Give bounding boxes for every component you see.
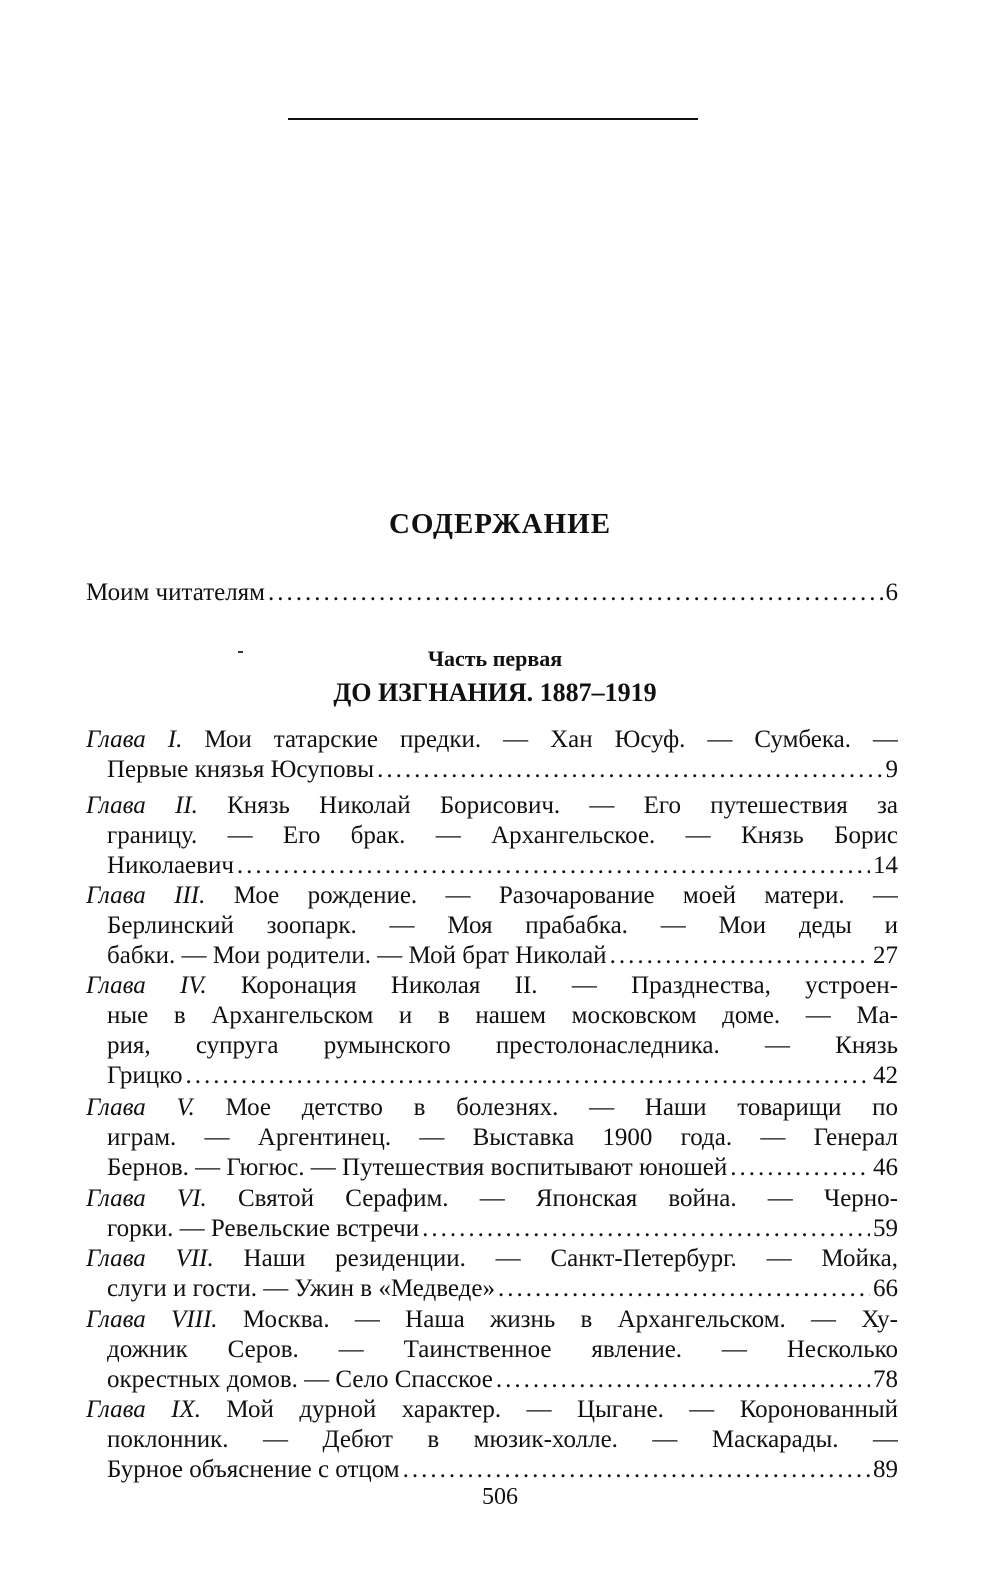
- toc-chapter-9-last: [107, 1454, 898, 1486]
- chapter-text: горки. — Ревельские встречи: [107, 1215, 420, 1242]
- chapter-text: Мое детство в болезнях. — Наши товарищи по: [194, 1094, 898, 1121]
- toc-chapter-4-line-2: ные в Архангельском и в нашем московском доме. — Ма-: [107, 1002, 898, 1029]
- chapter-text: Грицко: [107, 1062, 183, 1089]
- toc-chapter-7-last: [107, 1273, 898, 1305]
- toc-chapter-9-line-2: поклонник. — Дебют в мюзик-холле. — Маскарады. —: [107, 1426, 898, 1453]
- chapter-heading: Глава III.: [86, 882, 206, 909]
- chapter-text: Мой дурной характер. — Цыгане. — Коронованный: [201, 1396, 898, 1423]
- toc-chapter-6-last: [107, 1213, 898, 1245]
- toc-chapter-3-line-2: Берлинский зоопарк. — Моя прабабка. — Мои деды и: [107, 912, 898, 939]
- chapter-heading: Глава V.: [86, 1094, 195, 1121]
- toc-entry-page: 46: [873, 1154, 898, 1181]
- chapter-text: Москва. — Наша жизнь в Архангельском. — Ху-: [217, 1306, 898, 1333]
- chapter-text: Мое рождение. — Разочарование моей матери. —: [205, 882, 898, 909]
- chapter-text: слуги и гости. — Ужин в «Медведе»: [107, 1275, 495, 1302]
- dot-leader: [186, 1060, 870, 1092]
- toc-entry-page: 59: [873, 1215, 898, 1242]
- dot-leader: [422, 1213, 870, 1245]
- toc-entry-page: 66: [873, 1275, 898, 1302]
- toc-entry-page: 27: [873, 942, 898, 969]
- toc-chapter-1-line-1: [86, 724, 898, 756]
- chapter-text: Бернов. — Гюгюс. — Путешествия воспитывают юношей: [107, 1154, 728, 1181]
- chapter-heading: Глава VII.: [86, 1245, 214, 1272]
- chapter-text: Князь Николай Борисович. — Его путешествия за: [197, 792, 898, 819]
- dot-leader: [496, 1364, 870, 1396]
- toc-entry-intro: [86, 577, 898, 609]
- chapter-heading: Глава IV.: [86, 972, 207, 999]
- toc-chapter-4-line-1: [86, 970, 898, 1002]
- chapter-heading: Глава VI.: [86, 1185, 207, 1212]
- chapter-text: Наши резиденции. — Санкт-Петербург. — Мойка,: [213, 1245, 898, 1272]
- chapter-text: Святой Серафим. — Японская война. — Черно-: [206, 1185, 898, 1212]
- toc-chapter-6-line-1: [86, 1183, 898, 1215]
- toc-entry-page: 42: [873, 1062, 898, 1089]
- chapter-heading: Глава IX.: [86, 1396, 202, 1423]
- page-title: СОДЕРЖАНИЕ: [388, 508, 612, 540]
- toc-chapter-8-line-1: [86, 1304, 898, 1336]
- chapter-heading: Глава VIII.: [86, 1306, 218, 1333]
- part-title: ДО ИЗГНАНИЯ. 1887–1919: [333, 678, 657, 707]
- chapter-text: Николаевич: [107, 852, 234, 879]
- toc-chapter-7-line-1: [86, 1243, 898, 1275]
- top-rule: [288, 118, 698, 120]
- part-label: Часть первая: [427, 646, 563, 671]
- toc-chapter-5-line-2: играм. — Аргентинец. — Выставка 1900 года. — Генерал: [107, 1124, 898, 1151]
- chapter-text: окрестных домов. — Село Спасское: [107, 1366, 493, 1393]
- toc-chapter-4-line-3: рия, супруга румынского престолонаследника. — Князь: [107, 1032, 898, 1059]
- dot-leader: [610, 940, 870, 972]
- chapter-text: Первые князья Юсуповы: [107, 756, 375, 783]
- dot-leader: [268, 577, 882, 609]
- page-number: 506: [482, 1484, 518, 1510]
- toc-chapter-3-line-1: [86, 880, 898, 912]
- chapter-text: Бурное объяснение с отцом: [107, 1456, 400, 1483]
- toc-chapter-4-last: [107, 1060, 898, 1092]
- toc-entry-page: 78: [873, 1366, 898, 1393]
- toc-entry-label: Моим читателям: [86, 579, 266, 606]
- toc-chapter-1-last: [107, 754, 898, 786]
- chapter-text: бабки. — Мои родители. — Мой брат Николай: [107, 942, 607, 969]
- dot-leader: [237, 850, 870, 882]
- toc-chapter-5-last: [107, 1152, 898, 1184]
- toc-chapter-5-line-1: [86, 1092, 898, 1124]
- toc-chapter-2-last: [107, 850, 898, 882]
- toc-chapter-9-line-1: [86, 1394, 898, 1426]
- chapter-text: Коронация Николая II. — Празднества, устроен-: [206, 972, 898, 999]
- toc-entry-page: 9: [885, 756, 898, 783]
- toc-entry-page: 6: [885, 579, 898, 606]
- dot-leader: [498, 1273, 870, 1305]
- toc-chapter-3-last: [107, 940, 898, 972]
- toc-chapter-2-line-1: [86, 790, 898, 822]
- toc-entry-page: 89: [873, 1456, 898, 1483]
- toc-entry-page: 14: [873, 852, 898, 879]
- chapter-heading: Глава I.: [86, 726, 183, 753]
- toc-chapter-8-last: [107, 1364, 898, 1396]
- dot-leader: [403, 1454, 870, 1486]
- chapter-text: Мои татарские предки. — Хан Юсуф. — Сумбека. —: [182, 726, 898, 753]
- toc-chapter-2-line-2: границу. — Его брак. — Архангельское. — Князь Борис: [107, 822, 898, 849]
- chapter-heading: Глава II.: [86, 792, 198, 819]
- toc-chapter-8-line-2: дожник Серов. — Таинственное явление. — Несколько: [107, 1336, 898, 1363]
- dot-leader: [730, 1152, 870, 1184]
- dot-leader: [377, 754, 882, 786]
